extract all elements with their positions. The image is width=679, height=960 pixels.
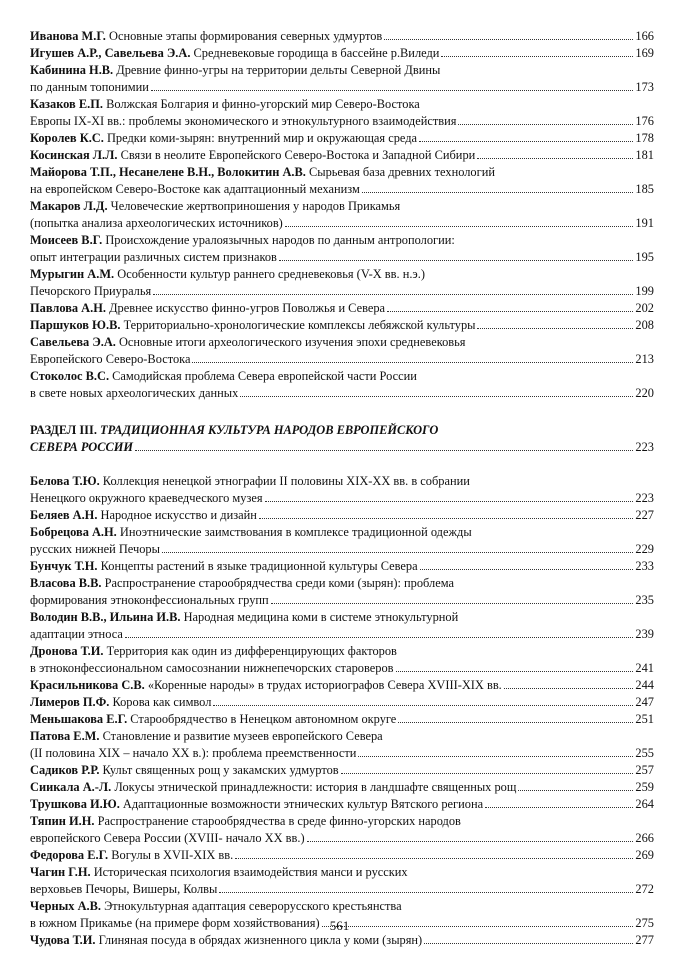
toc-entry [30, 164, 654, 198]
entry-title-line: Европейского Северо-Востока [30, 352, 191, 366]
toc-entry [30, 368, 654, 402]
section-number: РАЗДЕЛ III. [30, 423, 97, 437]
entry-author: Стоколос В.С. [30, 369, 110, 383]
toc-entry [30, 779, 654, 796]
toc-entry [30, 609, 654, 643]
leader-dots [307, 841, 634, 842]
entry-page: 176 [635, 114, 654, 128]
toc-entry [30, 45, 654, 62]
section-title-line1: ТРАДИЦИОННАЯ КУЛЬТУРА НАРОДОВ ЕВРОПЕЙСКОГО [100, 423, 439, 437]
toc-entry [30, 558, 654, 575]
entry-page: 251 [635, 712, 654, 726]
toc-entry [30, 864, 654, 898]
entry-author: Кабинина Н.В. [30, 63, 114, 77]
leader-dots [424, 943, 633, 944]
toc-entry [30, 96, 654, 130]
leader-dots [458, 124, 633, 125]
toc-entry [30, 575, 654, 609]
toc-entry [30, 643, 654, 677]
leader-dots [162, 552, 633, 553]
entry-author: Моисеев В.Г. [30, 233, 103, 247]
entry-page: 195 [635, 250, 654, 264]
leader-dots [240, 396, 633, 397]
entry-author: Паршуков Ю.В. [30, 318, 121, 332]
entry-page: 233 [635, 559, 654, 573]
entry-title-line: Адаптационные возможности этнических культур Вятского региона [122, 797, 484, 811]
toc-entry [30, 473, 654, 507]
entry-title-line: Становление и развитие музеев европейского Севера [102, 729, 383, 743]
entry-title-line: формирования этноконфессиональных групп [30, 593, 269, 607]
toc-entry [30, 932, 654, 949]
leader-dots [387, 311, 633, 312]
entry-title-line: Сырьевая база древних технологий [309, 165, 495, 179]
entry-title-line: Древнее искусство финно-угров Поволжья и Севера [109, 301, 386, 315]
leader-dots [235, 858, 633, 859]
toc-entry [30, 300, 654, 317]
entry-title-line: Европы IX-XI вв.: проблемы экономического и этнокультурного взаимодействия [30, 114, 457, 128]
entry-title-line: «Коренные народы» в трудах историографов Севера XVIII-XIX вв. [147, 678, 502, 692]
toc-entry [30, 232, 654, 266]
entry-author: Красильникова С.В. [30, 678, 145, 692]
entry-title-line: Основные итоги археологического изучения эпохи средневековья [118, 335, 466, 349]
entry-title-line: в этноконфессиональном самосознании нижнепечорских староверов [30, 661, 394, 675]
entry-title-line: Этнокультурная адаптация северорусского крестьянства [104, 899, 402, 913]
section-page: 223 [635, 440, 654, 454]
toc-entry [30, 198, 654, 232]
entry-author: Володин В.В., Ильина И.В. [30, 610, 181, 624]
leader-dots [396, 671, 634, 672]
entry-title-line: по данным топонимии [30, 80, 149, 94]
entry-title-line: Локусы этнической принадлежности: история в ландшафте священных рощ [114, 780, 517, 794]
entry-title-line: (попытка анализа археологических источников) [30, 216, 283, 230]
entry-author: Чудова Т.И. [30, 933, 96, 947]
entry-page: 191 [635, 216, 654, 230]
entry-author: Власова В.В. [30, 576, 102, 590]
toc-entry [30, 130, 654, 147]
entry-title-line: Печорского Приуралья [30, 284, 152, 298]
leader-dots [420, 569, 634, 570]
entry-page: 272 [635, 882, 654, 896]
toc-entry [30, 507, 654, 524]
entry-title-line: Распространение старообрядчества в среде финно-угорских народов [97, 814, 461, 828]
entry-page: 166 [635, 29, 654, 43]
leader-dots [219, 892, 633, 893]
entry-title-line: Глиняная посуда в обрядах жизненного цикла у коми (зырян) [98, 933, 423, 947]
toc-entry [30, 317, 654, 334]
entry-author: Игушев А.Р., Савельева Э.А. [30, 46, 191, 60]
leader-dots [153, 294, 633, 295]
entry-page: 220 [635, 386, 654, 400]
entry-author: Патова Е.М. [30, 729, 100, 743]
entry-title-line: Территориально-хронологические комплексы лебяжской культуры [123, 318, 476, 332]
leader-dots [192, 362, 633, 363]
entry-title-line: Концепты растений в языке традиционной культуры Севера [100, 559, 418, 573]
leader-dots [477, 158, 633, 159]
entry-page: 181 [635, 148, 654, 162]
entry-page: 178 [635, 131, 654, 145]
entry-page: 185 [635, 182, 654, 196]
entry-title-line: русских нижней Печоры [30, 542, 160, 556]
entry-title-line: Коллекция ненецкой этнографии II половины XIX-XX вв. в собрании [102, 474, 470, 488]
entry-author: Мурыгин А.М. [30, 267, 115, 281]
leader-dots [279, 260, 634, 261]
leader-dots [271, 603, 634, 604]
toc-entry [30, 62, 654, 96]
leader-dots [151, 90, 634, 91]
entry-title-line: Самодийская проблема Севера европейской части России [112, 369, 417, 383]
entry-author: Дронова Т.И. [30, 644, 104, 658]
leader-dots [504, 688, 634, 689]
entry-title-line: адаптации этноса [30, 627, 123, 641]
leader-dots [259, 518, 634, 519]
entry-page: 277 [635, 933, 654, 947]
entry-page: 269 [635, 848, 654, 862]
entry-page: 223 [635, 491, 654, 505]
entry-author: Королев К.С. [30, 131, 104, 145]
entry-author: Бобрецова А.Н. [30, 525, 117, 539]
entry-page: 208 [635, 318, 654, 332]
entry-title-line: Народная медицина коми в системе этнокультурной [183, 610, 459, 624]
leader-dots [362, 192, 634, 193]
entry-page: 247 [635, 695, 654, 709]
leader-dots [477, 328, 633, 329]
toc-group-traditional-culture [30, 473, 654, 949]
entry-author: Чагин Г.Н. [30, 865, 91, 879]
entry-title-line: верховьев Печоры, Вишеры, Колвы [30, 882, 218, 896]
entry-page: 241 [635, 661, 654, 675]
entry-author: Меньшакова Е.Г. [30, 712, 128, 726]
entry-title-line: Культ священных рощ у закамских удмуртов [102, 763, 339, 777]
entry-author: Сиикала А.-Л. [30, 780, 112, 794]
entry-page: 275 [635, 916, 654, 930]
entry-title-line: Происхождение уралоязычных народов по данным антропологии: [105, 233, 455, 247]
entry-author: Бунчук Т.Н. [30, 559, 98, 573]
toc-entry [30, 813, 654, 847]
entry-author: Федорова Е.Г. [30, 848, 109, 862]
leader-dots [213, 705, 633, 706]
toc-entry [30, 762, 654, 779]
leader-dots [265, 501, 634, 502]
entry-author: Павлова А.Н. [30, 301, 106, 315]
entry-title-line: в свете новых археологических данных [30, 386, 239, 400]
toc-entry [30, 796, 654, 813]
entry-title-line: Человеческие жертвоприношения у народов Прикамья [110, 199, 401, 213]
toc-entry [30, 266, 654, 300]
entry-page: 227 [635, 508, 654, 522]
entry-title-line: Особенности культур раннего средневековья (V-X вв. н.э.) [117, 267, 425, 281]
entry-title-line: Территория как один из дифференцирующих факторов [106, 644, 397, 658]
leader-dots [419, 141, 633, 142]
entry-title-line: Иноэтнические заимствования в комплексе традиционной одежды [119, 525, 472, 539]
entry-title-line: Средневековые городища в бассейне р.Виледи [193, 46, 440, 60]
entry-author: Майорова Т.П., Несанелене В.Н., Волокитин А.В. [30, 165, 306, 179]
entry-author: Савельева Э.А. [30, 335, 116, 349]
entry-author: Иванова М.Г. [30, 29, 106, 43]
entry-author: Косинская Л.Л. [30, 148, 118, 162]
toc-entry [30, 524, 654, 558]
entry-title-line: Корова как символ [112, 695, 212, 709]
entry-page: 213 [635, 352, 654, 366]
entry-title-line: Основные этапы формирования северных удмуртов [109, 29, 383, 43]
toc-entry [30, 847, 654, 864]
entry-title-line: Народное искусство и дизайн [100, 508, 257, 522]
leader-dots [398, 722, 633, 723]
entry-page: 169 [635, 46, 654, 60]
entry-page: 229 [635, 542, 654, 556]
leader-dots [441, 56, 633, 57]
toc-entry [30, 677, 654, 694]
entry-page: 199 [635, 284, 654, 298]
entry-title-line: европейского Севера России (XVIII- начало XX вв.) [30, 831, 305, 845]
entry-author: Трушкова И.Ю. [30, 797, 120, 811]
toc-group-archaeology [30, 28, 654, 402]
entry-author: Макаров Л.Д. [30, 199, 108, 213]
entry-title-line: Вогулы в XVII-XIX вв. [111, 848, 234, 862]
leader-dots [485, 807, 633, 808]
leader-dots [358, 756, 633, 757]
section-title-line2: СЕВЕРА РОССИИ [30, 440, 134, 454]
toc-entry [30, 334, 654, 368]
toc-entry [30, 711, 654, 728]
leader-dots [285, 226, 634, 227]
page-number: 561 [329, 918, 350, 933]
entry-title-line: в южном Прикамье (на примере форм хозяйствования) [30, 916, 320, 930]
toc-entry [30, 147, 654, 164]
entry-title-line: Предки коми-зырян: внутренний мир и окружающая среда [106, 131, 418, 145]
entry-title-line: Старообрядчество в Ненецком автономном округе [130, 712, 397, 726]
entry-author: Беляев А.Н. [30, 508, 98, 522]
leader-dots [341, 773, 634, 774]
leader-dots [135, 450, 633, 451]
entry-title-line: на европейском Северо-Востоке как адаптационный механизм [30, 182, 360, 196]
entry-title-line: опыт интеграции различных систем признаков [30, 250, 277, 264]
entry-page: 264 [635, 797, 654, 811]
leader-dots [518, 790, 633, 791]
toc-entry [30, 728, 654, 762]
entry-title-line: Историческая психология взаимодействия манси и русских [93, 865, 408, 879]
entry-page: 244 [635, 678, 654, 692]
entry-page: 235 [635, 593, 654, 607]
entry-title-line: Ненецкого окружного краеведческого музея [30, 491, 263, 505]
entry-page: 259 [635, 780, 654, 794]
entry-title-line: Волжская Болгария и финно-угорский мир Северо-Востока [106, 97, 420, 111]
entry-page: 239 [635, 627, 654, 641]
entry-page: 202 [635, 301, 654, 315]
entry-author: Садиков Р.Р. [30, 763, 100, 777]
leader-dots [125, 637, 634, 638]
toc-entry [30, 28, 654, 45]
entry-page: 266 [635, 831, 654, 845]
entry-author: Лимеров П.Ф. [30, 695, 110, 709]
table-of-contents [30, 28, 654, 949]
entry-page: 257 [635, 763, 654, 777]
entry-page: 255 [635, 746, 654, 760]
entry-title-line: (II половина XIX – начало XX в.): проблема преемственности [30, 746, 357, 760]
entry-author: Казаков Е.П. [30, 97, 103, 111]
toc-entry [30, 694, 654, 711]
entry-title-line: Связи в неолите Европейского Северо-Востока и Западной Сибири [120, 148, 476, 162]
leader-dots [384, 39, 633, 40]
entry-title-line: Древние финно-угры на территории дельты Северной Двины [116, 63, 441, 77]
entry-author: Белова Т.Ю. [30, 474, 100, 488]
section-heading [30, 422, 654, 456]
entry-author: Тяпин И.Н. [30, 814, 95, 828]
entry-page: 173 [635, 80, 654, 94]
entry-title-line: Распространение старообрядчества среди коми (зырян): проблема [104, 576, 454, 590]
entry-author: Черных А.В. [30, 899, 101, 913]
